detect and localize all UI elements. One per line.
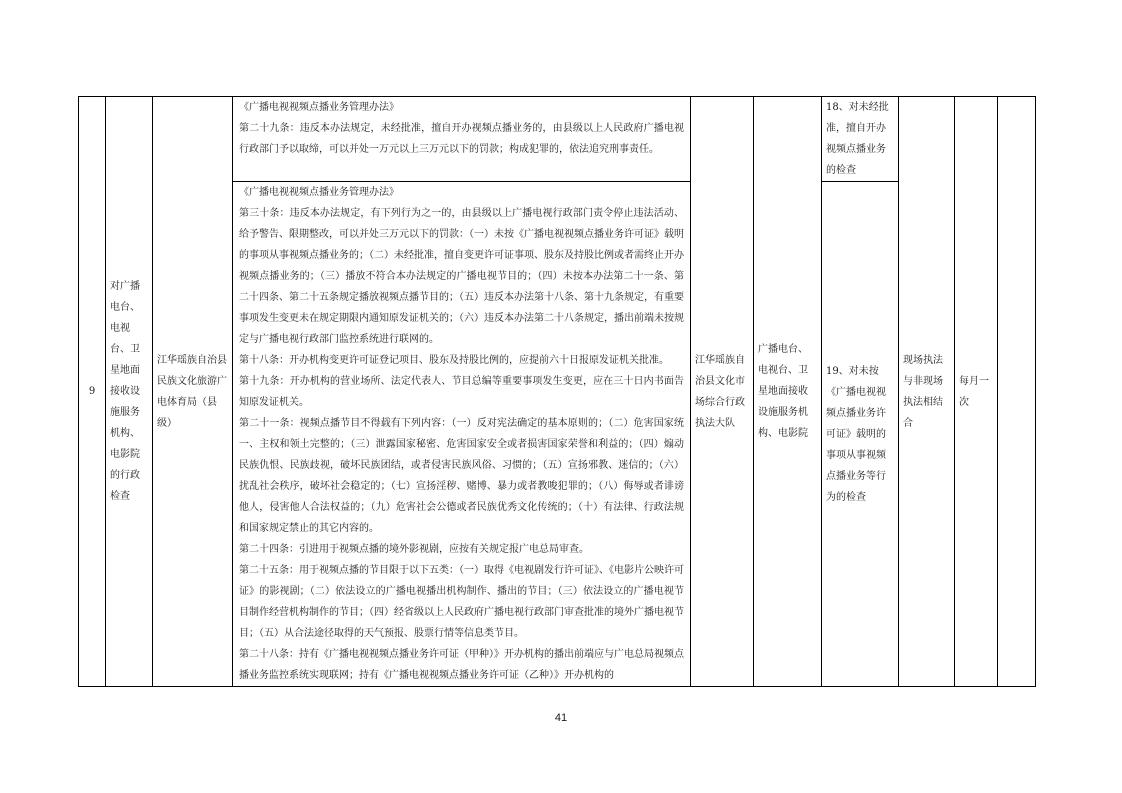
inspection-method: 现场执法与非现场执法相结合 — [899, 97, 955, 687]
law-article: 第十九条：开办机构的营业场所、法定代表人、节目总编等重要事项发生变更，应在三十日内书面告知原发证机关。 — [239, 376, 684, 408]
inspection-item: 对广播电台、电视台、卫星地面接收设施服务机构、电影院的行政检查 — [106, 97, 153, 687]
inspection-object: 广播电台、电视台、卫星地面接收设施服务机构、电影院 — [754, 97, 822, 687]
law-article: 第二十一条：视频点播节目不得载有下列内容：（一）反对宪法确定的基本原则的；（二）危害国家统一、主权和领土完整的；（三）泄露国家秘密、危害国家安全或者损害国家荣誉和利益的；（四）煽动民族仇恨、民族歧视，破坏民族团结，或者侵害民族风俗、习惯的；（五）宣扬邪教、迷信的；（六）扰乱社会秩序，破坏社会稳定的；（七）宣扬淫秽、赌博、暴力或者教唆犯罪的；（八）侮辱或者诽谤他人，侵害他人合法权益的；（九）危害社会公德或者民族优秀文化传统的；（十）有法律、行政法规和国家规定禁止的其它内容的。 — [239, 418, 684, 534]
law-article: 第二十五条：用于视频点播的节目限于以下五类：（一）取得《电视剧发行许可证》、《电影片公映许可证》的影视剧；（二）依法设立的广播电视播出机构制作、播出的节目；（三）依法设立的广播电视节目制作经营机构制作的节目；（四）经省级以上人民政府广播电视行政部门审查批准的境外广播电视节目；（五）从合法途径取得的天气预报、股票行情等信息类节目。 — [239, 565, 684, 639]
law-article: 第三十条：违反本办法规定，有下列行为之一的，由县级以上广播电视行政部门责令停止违法活动、给予警告、限期整改，可以并处三万元以下的罚款：（一）未按《广播电视视频点播业务许可证》载明的事项从事视频点播业务的；（二）未经批准，擅自变更许可证事项、股东及持股比例或者需终止开办视频点播业务的；（三）播放不符合本办法规定的广播电视节目的；（四）未按本办法第二十一条、第二十四条、第二十五条规定播放视频点播节目的；（五）违反本办法第十八条、第十九条规定，有重要事项发生变更未在规定期限内通知原发证机关的；（六）违反本办法第二十八条规定，播出前端未按规定与广播电视行政部门监控系统进行联网的。 — [239, 208, 684, 345]
legal-basis-block-2 — [233, 182, 691, 687]
inspection-frequency: 每月一次 — [955, 97, 998, 687]
inspection-subject: 江华瑶族自治县民族文化旅游广电体育局（县级） — [153, 97, 233, 687]
law-article: 第二十八条：持有《广播电视视频点播业务许可证（甲种）》开办机构的播出前端应与广电总局视频点播业务监控系统实现联网；持有《广播电视视频点播业务许可证（乙种）》开办机构的 — [239, 649, 684, 681]
law-title: 《广播电视视频点播业务管理办法》 — [239, 102, 399, 113]
enforcement-department: 江华瑶族自治县文化市场综合行政执法大队 — [691, 97, 754, 687]
remark — [998, 97, 1036, 687]
law-article: 第十八条：开办机构变更许可证登记项目、股东及持股比例的，应提前六十日报原发证机关批准。 — [239, 355, 669, 366]
law-article: 第二十四条：引进用于视频点播的境外影视剧，应按有关规定报广电总局审查。 — [239, 544, 589, 555]
table-row — [79, 97, 1036, 182]
law-article: 第二十九条：违反本办法规定，未经批准，擅自开办视频点播业务的，由县级以上人民政府广播电视行政部门予以取缔，可以并处一万元以上三万元以下的罚款；构成犯罪的，依法追究刑事责任。 — [239, 123, 684, 155]
row-number: 9 — [79, 97, 106, 687]
law-title: 《广播电视视频点播业务管理办法》 — [239, 187, 399, 198]
inspection-table — [78, 96, 1036, 687]
legal-basis-block-1 — [233, 97, 691, 182]
inspection-matter-19: 19、对未按《广播电视视频点播业务许可证》载明的事项从事视频点播业务等行为的检查 — [822, 182, 899, 687]
page-number: 41 — [554, 712, 568, 724]
inspection-matter-18: 18、对未经批准，擅自开办视频点播业务的检查 — [822, 97, 899, 182]
